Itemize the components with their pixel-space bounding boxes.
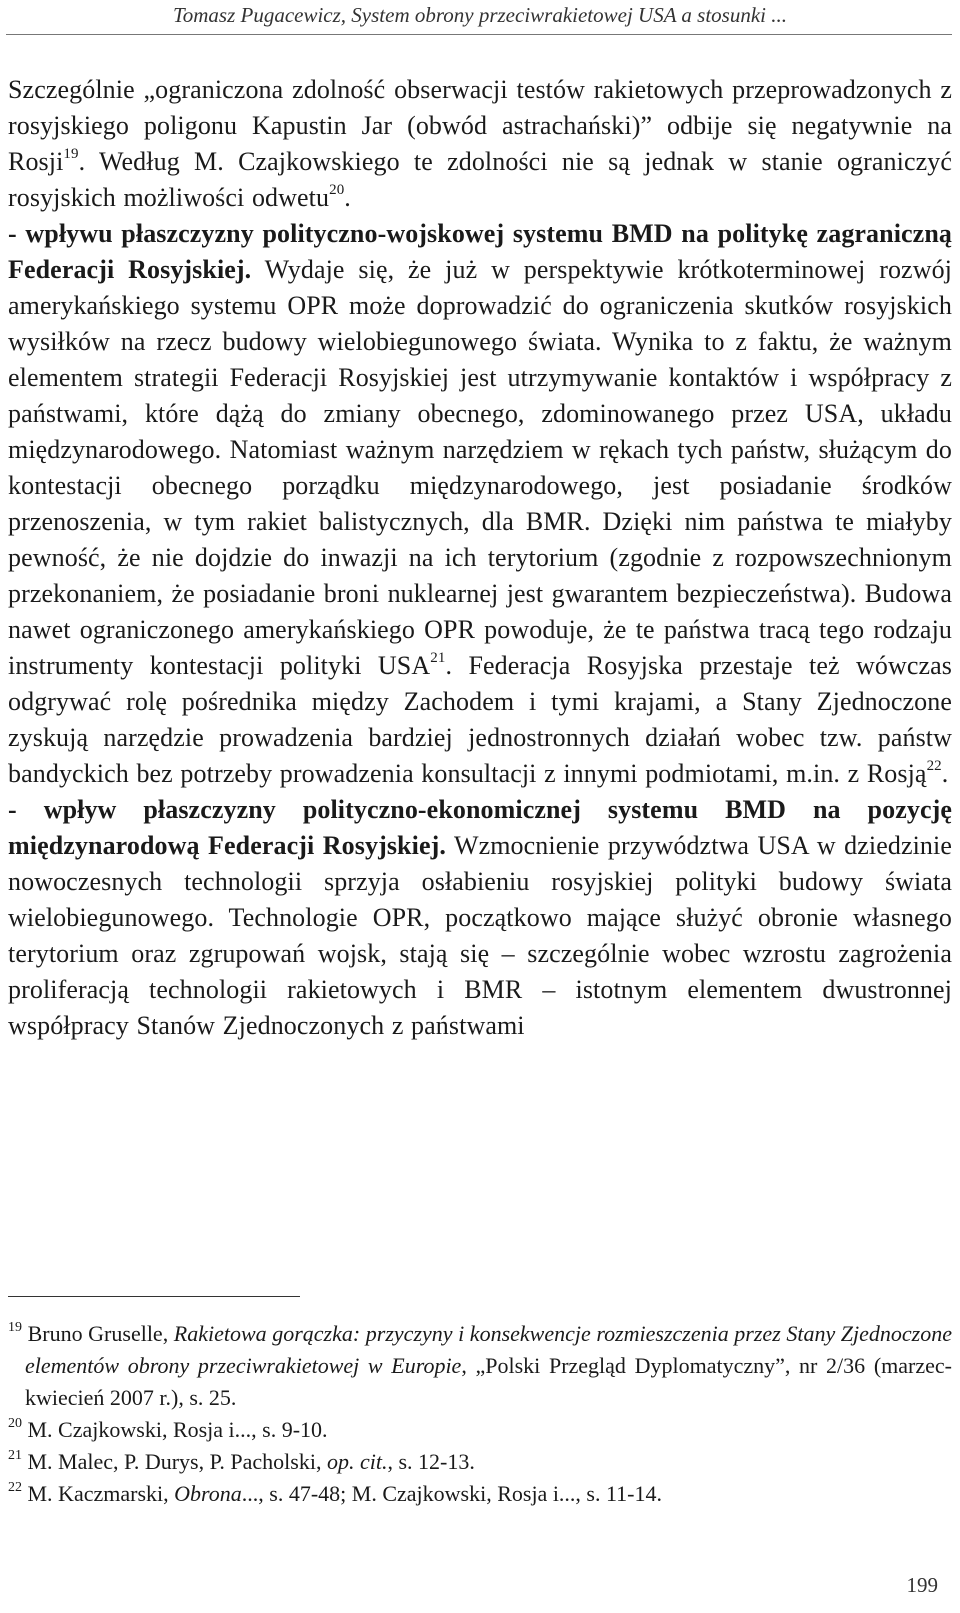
paragraph-2-text: Wydaje się, że już w perspektywie krótkoterminowej rozwój amerykańskiego systemu OPR może doprowadzić do ograniczenia skutków rosyjskich wysiłków na rzecz budowy wielobiegunowego świata. Wynika to z faktu, że ważnym elementem strategii Federacji Rosyjskiej jest utrzymywanie kontaktów i współpracy z państwami, które dążą do zmiany obecnego, zdominowanego przez USA, układu międzynarodowego. Natomiast ważnym narzędziem w rękach tych państw, służącym do kontestacji obecnego porządku międzynarodowego, jest posiadanie środków przenoszenia, w tym rakiet balistycznych, dla BMR. Dzięki nim państwa te miałyby pewność, że nie dojdzie do inwazji na ich terytorium (zgodnie z rozpowszechnionym przekonaniem, że posiadanie broni nuklearnej jest gwarantem bezpieczeństwa). Budowa nawet ograniczonego amerykańskiego OPR powoduje, że te państwa tracą tego rodzaju instrumenty kontestacji polityki USA bbox=[8, 255, 952, 680]
section-heading-political-military: - wpływu płaszczyzny polityczno-wojskowej systemu BMD na politykę zagraniczną Federacji Rosyjskiej. bbox=[8, 219, 952, 284]
footnote-title: Obrona bbox=[174, 1481, 242, 1506]
footnote-text: M. Malec, P. Durys, P. Pacholski, bbox=[22, 1449, 327, 1474]
footnote-number: 19 bbox=[8, 1320, 22, 1335]
footnote-ref-20[interactable]: 20 bbox=[329, 182, 345, 198]
paragraph-3-text: Wzmocnienie przywództwa USA w dziedzinie nowoczesnych technologii sprzyja osłabieniu rosyjskiej polityki budowy świata wielobiegunowego. Technologie OPR, początkowo mające służyć obronie własnego terytorium oraz zgrupowań wojsk, stają się – szczególnie wobec wzrostu zagrożenia proliferacją technologii rakietowych i BMR – istotnym elementem dwustronnej współpracy Stanów Zjednoczonych z państwami bbox=[8, 831, 952, 1040]
footnote-20 bbox=[8, 1414, 952, 1446]
paragraph-1-end: . bbox=[344, 183, 351, 212]
footnote-text-tail: , s. 12-13. bbox=[387, 1449, 475, 1474]
footnote-21 bbox=[8, 1446, 952, 1478]
running-header: Tomasz Pugacewicz, System obrony przeciwrakietowej USA a stosunki ... bbox=[172, 3, 787, 27]
footnote-ref-19[interactable]: 19 bbox=[63, 146, 79, 162]
header-divider bbox=[6, 34, 952, 35]
footnote-text: Bruno Gruselle, bbox=[22, 1321, 174, 1346]
footnote-text-tail: ..., s. 47-48; M. Czajkowski, Rosja i..., s. 11-14. bbox=[241, 1481, 662, 1506]
paragraph-1-tail: . Według M. Czajkowskiego te zdolności nie są jednak w stanie ograniczyć rosyjskich możliwości odwetu bbox=[8, 147, 952, 212]
paragraph-2-end: . bbox=[941, 759, 949, 788]
paragraph-1-text: Szczególnie „ograniczona zdolność obserwacji testów rakietowych przeprowadzonych z rosyjskiego poligonu Kapustin Jar (obwód astrachański)” odbije się negatywnie na Rosji bbox=[8, 75, 952, 176]
paragraph-2-tail: . Federacja Rosyjska przestaje też wówczas odgrywać rolę pośrednika między Zachodem i tymi krajami, a Stany Zjednoczone zyskują narzędzie prowadzenia bardziej jednostronnych działań wobec tzw. państw bandyckich bez potrzeby prowadzenia konsultacji z innymi podmiotami, m.in. z Rosją bbox=[8, 651, 952, 788]
footnote-text: M. Czajkowski, Rosja i..., s. 9-10. bbox=[22, 1417, 328, 1442]
main-text bbox=[8, 72, 952, 1044]
footnote-text-tail: , „Polski Przegląd Dyplomatyczny”, nr 2/36 (marzec-kwiecień 2007 r.), s. 25. bbox=[25, 1353, 952, 1410]
footnote-22 bbox=[8, 1478, 952, 1510]
footnote-divider bbox=[8, 1296, 300, 1297]
footnote-number: 20 bbox=[8, 1416, 22, 1431]
footnote-number: 21 bbox=[8, 1448, 22, 1463]
page-number: 199 bbox=[906, 1573, 938, 1597]
paragraph-3 bbox=[8, 792, 952, 1044]
section-heading-political-economic: - wpływ płaszczyzny polityczno-ekonomicznej systemu BMD na pozycję międzynarodową Federacji Rosyjskiej. bbox=[8, 795, 952, 860]
footnote-number: 22 bbox=[8, 1480, 22, 1495]
footnote-title: Rakietowa gorączka: przyczyny i konsekwencje rozmieszczenia przez Stany Zjednoczone elementów obrony przeciwrakietowej w Europie bbox=[25, 1321, 953, 1378]
paragraph-2 bbox=[8, 216, 952, 792]
footnote-title: op. cit. bbox=[326, 1449, 388, 1474]
footnote-text: M. Kaczmarski, bbox=[22, 1481, 175, 1506]
footnote-ref-22[interactable]: 22 bbox=[926, 758, 942, 774]
footnotes bbox=[8, 1318, 952, 1510]
paragraph-1 bbox=[8, 72, 952, 216]
footnote-19 bbox=[8, 1318, 952, 1414]
footnote-ref-21[interactable]: 21 bbox=[430, 650, 446, 666]
